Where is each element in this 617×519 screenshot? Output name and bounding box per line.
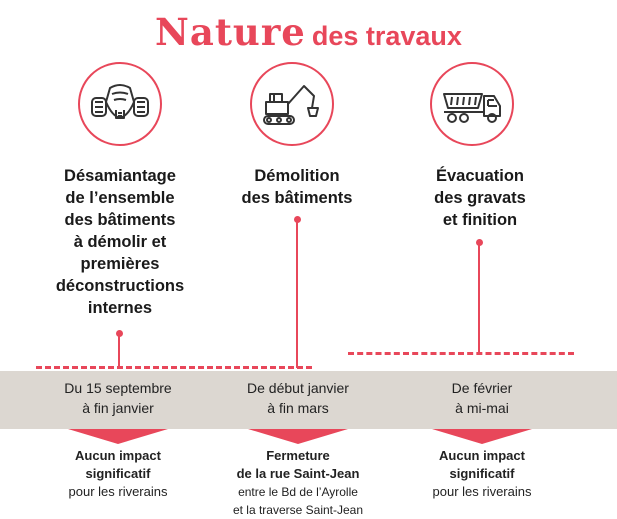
connector-line (296, 222, 298, 368)
timeline-dash (36, 366, 312, 369)
phase-1-date (28, 378, 208, 418)
impact-bold-line: significatif (85, 466, 151, 481)
pointer-triangle (68, 429, 168, 444)
connector-line (118, 336, 120, 367)
date-line: De février (451, 380, 513, 396)
phase-3-title (400, 165, 560, 231)
title-main: Nature (155, 10, 306, 54)
impact-bold-line: Aucun impact (75, 448, 161, 463)
date-line: à fin janvier (82, 400, 154, 416)
connector-line (478, 245, 480, 354)
phase-1-title-line: des bâtiments (64, 211, 176, 229)
phase-3-date (392, 378, 572, 418)
phase-3-impact (402, 447, 562, 501)
phase-1-title (40, 165, 200, 319)
impact-bold-line: Aucun impact (439, 448, 525, 463)
phase-2-title-line: des bâtiments (241, 189, 353, 207)
impact-line: et la traverse Saint-Jean (232, 503, 364, 517)
impact-bold-line: Fermeture (266, 448, 330, 463)
page-title (0, 10, 617, 54)
date-line: à mi-mai (455, 400, 509, 416)
phase-2-title (217, 165, 377, 209)
title-rest: des travaux (311, 21, 462, 51)
impact-bold-line: significatif (449, 466, 515, 481)
date-line: De début janvier (247, 380, 349, 396)
phase-1-title-line: déconstructions (55, 277, 185, 295)
pointer-triangle (248, 429, 348, 444)
phase-1-title-line: premières (80, 255, 160, 273)
impact-line: entre le Bd de l’Ayrolle (238, 485, 358, 499)
phase-1-title-line: Désamiantage (64, 167, 176, 185)
date-line: à fin mars (267, 400, 329, 416)
phase-3-title-line: Évacuation (435, 167, 525, 185)
phase-1-impact (38, 447, 198, 501)
impact-line: pour les riverains (68, 484, 168, 499)
pointer-triangle (432, 429, 532, 444)
phase-1-title-line: de l’ensemble (65, 189, 175, 207)
dump-truck-icon (430, 62, 514, 146)
phase-1-title-line: internes (87, 299, 153, 317)
impact-bold-line: de la rue Saint-Jean (236, 466, 360, 481)
phase-1-title-line: à démolir et (73, 233, 167, 251)
phase-2-title-line: Démolition (254, 167, 340, 185)
phase-3-title-line: et finition (442, 211, 518, 229)
impact-line: pour les riverains (432, 484, 532, 499)
timeline-dash (348, 352, 574, 355)
date-line: Du 15 septembre (64, 380, 172, 396)
phase-2-impact (208, 447, 388, 519)
phase-2-date (208, 378, 388, 418)
gas-mask-icon (78, 62, 162, 146)
phase-3-title-line: des gravats (434, 189, 526, 207)
excavator-icon (250, 62, 334, 146)
